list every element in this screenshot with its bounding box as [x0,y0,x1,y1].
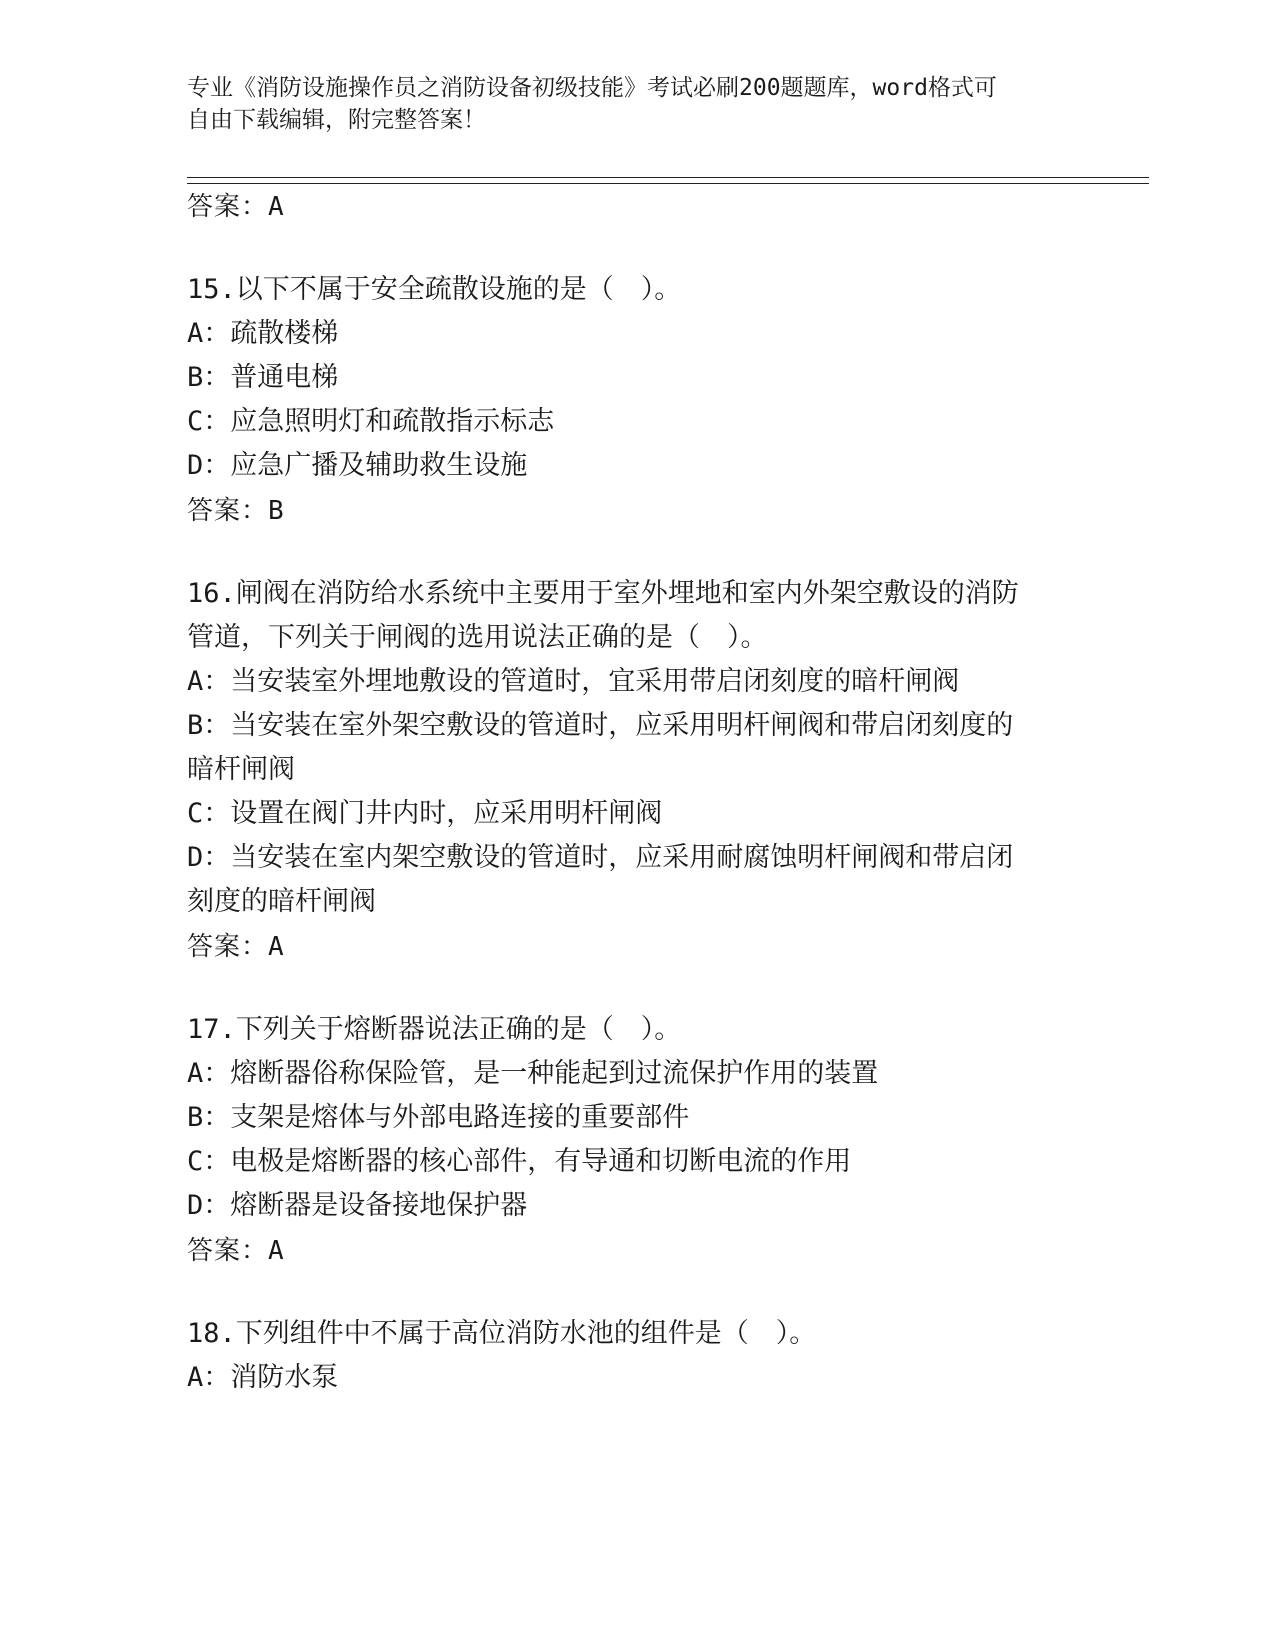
option-b-line-2: 暗杆闸阀 [187,754,295,785]
option-d: D：应急广播及辅助救生设施 [187,450,528,481]
option-d: D：熔断器是设备接地保护器 [187,1190,528,1221]
option-a: A：熔断器俗称保险管，是一种能起到过流保护作用的装置 [187,1058,879,1089]
option-c: C：设置在阀门井内时，应采用明杆闸阀 [187,798,663,829]
question-stem: 17.下列关于熔断器说法正确的是（ ）。 [187,1014,682,1045]
question-stem: 15.以下不属于安全疏散设施的是（ ）。 [187,274,682,305]
option-d-line-1: D：当安装在室内架空敷设的管道时，应采用耐腐蚀明杆闸阀和带启闭 [187,842,1014,873]
answer: 答案：A [187,932,285,962]
header-line-2: 自由下载编辑，附完整答案！ [187,107,486,133]
option-b: B：普通电梯 [187,362,339,393]
option-a: A：消防水泵 [187,1362,339,1393]
option-a: A：疏散楼梯 [187,318,339,349]
answer: 答案：B [187,496,285,526]
option-a: A：当安装室外埋地敷设的管道时，宜采用带启闭刻度的暗杆闸阀 [187,666,960,697]
answer-previous: 答案：A [187,192,285,222]
header-divider-top [187,177,1149,178]
option-b-line-1: B：当安装在室外架空敷设的管道时，应采用明杆闸阀和带启闭刻度的 [187,710,1014,741]
question-stem: 18.下列组件中不属于高位消防水池的组件是（ ）。 [187,1318,817,1349]
header-line-1: 专业《消防设施操作员之消防设备初级技能》考试必刷200题题库，word格式可 [187,75,997,101]
option-c: C：应急照明灯和疏散指示标志 [187,406,555,437]
question-stem-line-2: 管道，下列关于闸阀的选用说法正确的是（ ）。 [187,622,768,653]
answer: 答案：A [187,1236,285,1266]
option-c: C：电极是熔断器的核心部件，有导通和切断电流的作用 [187,1146,852,1177]
question-stem-line-1: 16.闸阀在消防给水系统中主要用于室外埋地和室内外架空敷设的消防 [187,578,1019,609]
header-divider-bottom [187,183,1149,184]
header-text [187,72,1067,136]
option-b: B：支架是熔体与外部电路连接的重要部件 [187,1102,690,1133]
option-d-line-2: 刻度的暗杆闸阀 [187,886,376,917]
